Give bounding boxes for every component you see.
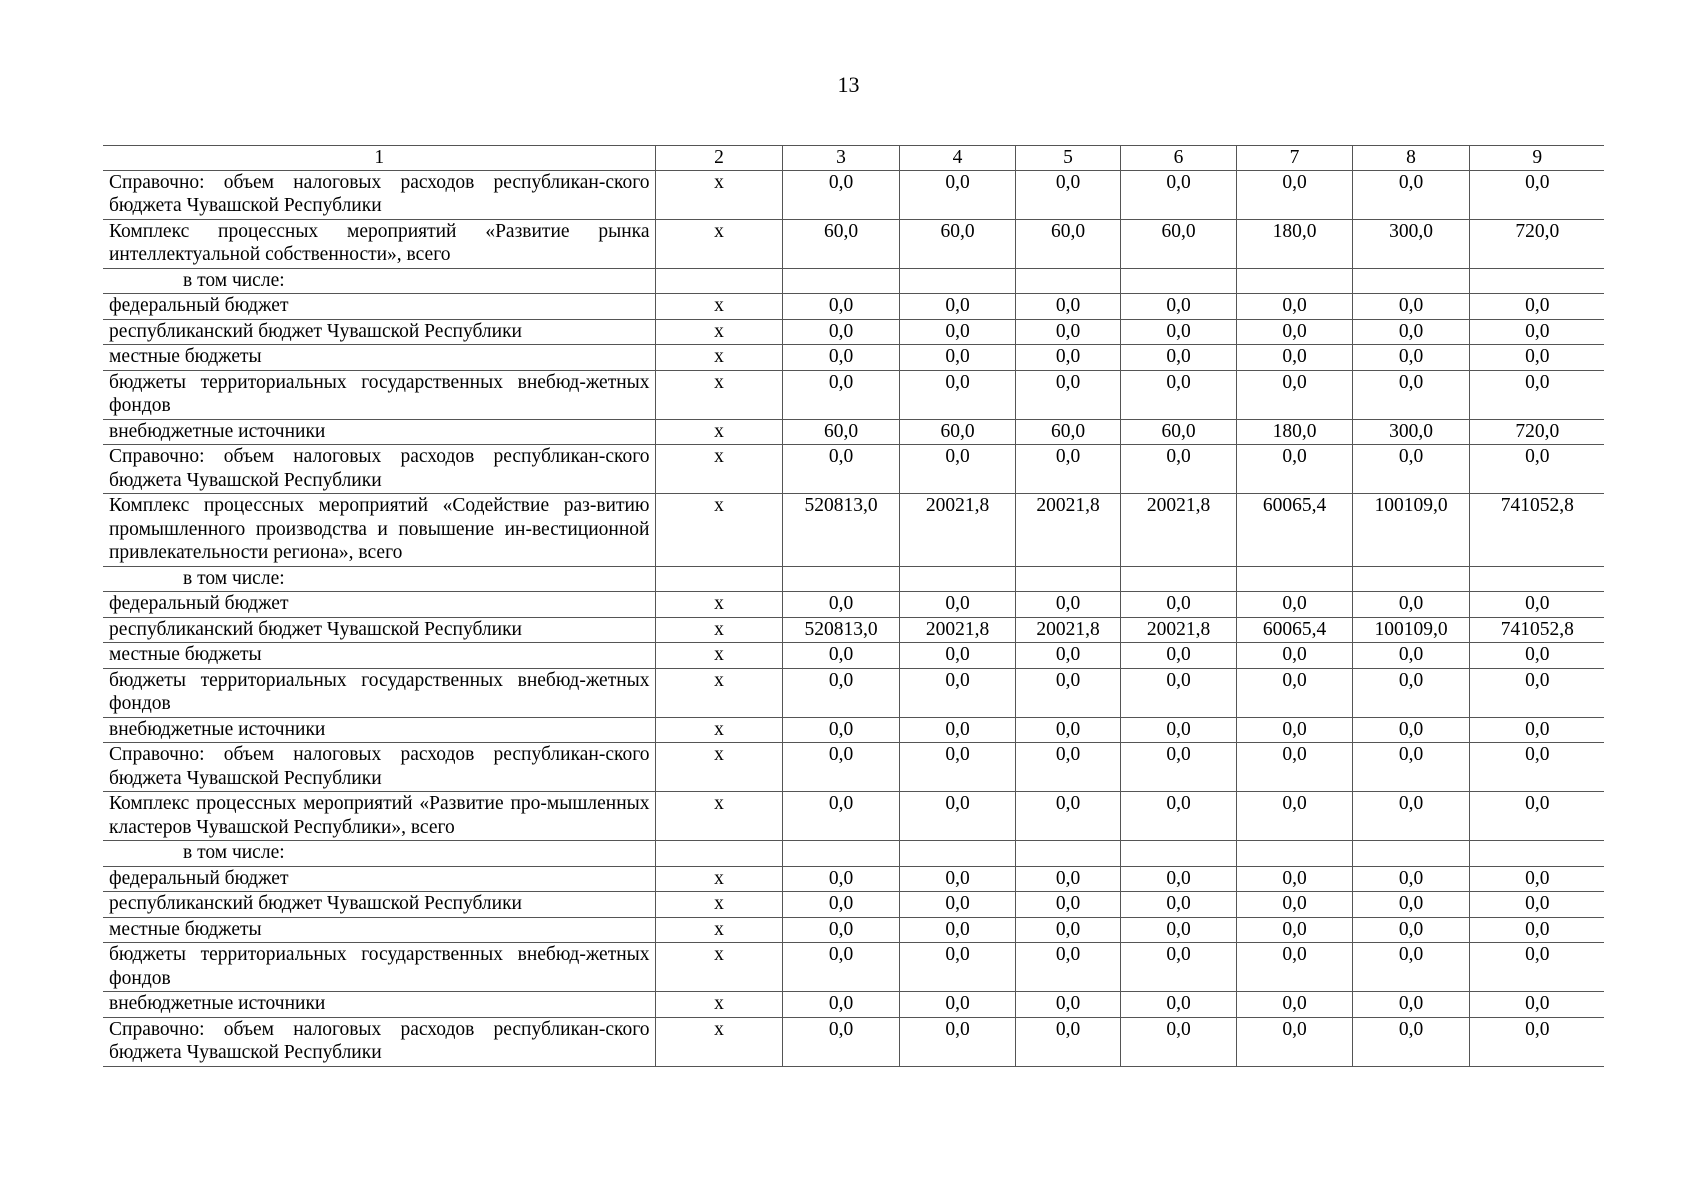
table-body <box>103 170 1604 1066</box>
value-cell: 0,0 <box>1469 294 1604 320</box>
row-mark: х <box>655 643 782 669</box>
value-cell: 180,0 <box>1236 219 1352 268</box>
value-cell: 0,0 <box>1352 866 1469 892</box>
row-label: внебюджетные источники <box>103 992 655 1018</box>
value-cell: 0,0 <box>1469 1017 1604 1066</box>
value-cell: 0,0 <box>1120 345 1236 371</box>
value-cell: 0,0 <box>1236 445 1352 494</box>
value-cell: 0,0 <box>1015 319 1120 345</box>
value-cell: 0,0 <box>782 294 899 320</box>
value-cell: 180,0 <box>1236 419 1352 445</box>
row-label: в том числе: <box>103 566 655 592</box>
value-cell: 0,0 <box>782 592 899 618</box>
value-cell <box>899 268 1015 294</box>
value-cell: 0,0 <box>782 170 899 219</box>
row-mark: х <box>655 370 782 419</box>
column-number-row <box>103 146 1604 171</box>
value-cell: 0,0 <box>1469 992 1604 1018</box>
value-cell <box>1236 841 1352 867</box>
value-cell: 0,0 <box>1236 294 1352 320</box>
value-cell <box>1015 841 1120 867</box>
value-cell: 0,0 <box>1236 319 1352 345</box>
value-cell: 0,0 <box>1120 1017 1236 1066</box>
value-cell: 0,0 <box>899 717 1015 743</box>
value-cell: 0,0 <box>782 743 899 792</box>
row-mark: х <box>655 294 782 320</box>
value-cell: 0,0 <box>1469 170 1604 219</box>
value-cell: 0,0 <box>1352 792 1469 841</box>
value-cell: 0,0 <box>1352 445 1469 494</box>
value-cell: 720,0 <box>1469 419 1604 445</box>
value-cell: 60,0 <box>1120 219 1236 268</box>
row-label: Справочно: объем налоговых расходов республикан-ского бюджета Чувашской Республики <box>103 170 655 219</box>
value-cell: 0,0 <box>1015 892 1120 918</box>
row-mark: х <box>655 717 782 743</box>
value-cell: 300,0 <box>1352 419 1469 445</box>
row-mark: х <box>655 866 782 892</box>
value-cell: 0,0 <box>1469 892 1604 918</box>
value-cell: 0,0 <box>1469 592 1604 618</box>
row-label: Комплекс процессных мероприятий «Содействие раз-витию промышленного производства и повышение ин-вестиционной привлекательности региона», всего <box>103 494 655 567</box>
value-cell: 20021,8 <box>1015 494 1120 567</box>
value-cell: 0,0 <box>899 992 1015 1018</box>
value-cell: 100109,0 <box>1352 494 1469 567</box>
value-cell: 0,0 <box>1469 866 1604 892</box>
table-row <box>103 170 1604 219</box>
value-cell: 0,0 <box>899 917 1015 943</box>
value-cell: 0,0 <box>899 792 1015 841</box>
value-cell: 0,0 <box>899 643 1015 669</box>
value-cell: 0,0 <box>1469 643 1604 669</box>
row-label: республиканский бюджет Чувашской Республики <box>103 892 655 918</box>
value-cell: 0,0 <box>899 1017 1015 1066</box>
value-cell: 0,0 <box>782 668 899 717</box>
value-cell: 0,0 <box>899 319 1015 345</box>
value-cell: 0,0 <box>1236 592 1352 618</box>
value-cell: 0,0 <box>782 319 899 345</box>
value-cell: 0,0 <box>782 792 899 841</box>
value-cell <box>1236 566 1352 592</box>
column-header-7: 7 <box>1236 146 1352 171</box>
value-cell: 0,0 <box>1236 170 1352 219</box>
value-cell: 0,0 <box>1469 917 1604 943</box>
value-cell: 0,0 <box>1015 792 1120 841</box>
value-cell: 60065,4 <box>1236 494 1352 567</box>
value-cell: 0,0 <box>1015 717 1120 743</box>
value-cell: 0,0 <box>782 370 899 419</box>
row-label: Справочно: объем налоговых расходов республикан-ского бюджета Чувашской Республики <box>103 743 655 792</box>
value-cell <box>782 841 899 867</box>
value-cell: 0,0 <box>1352 592 1469 618</box>
table-row <box>103 566 1604 592</box>
row-label: местные бюджеты <box>103 345 655 371</box>
value-cell: 0,0 <box>1236 717 1352 743</box>
value-cell: 0,0 <box>1015 370 1120 419</box>
value-cell: 0,0 <box>1352 992 1469 1018</box>
page-number: 13 <box>837 72 860 97</box>
row-mark: х <box>655 792 782 841</box>
value-cell: 0,0 <box>899 345 1015 371</box>
row-label: Справочно: объем налоговых расходов республикан-ского бюджета Чувашской Республики <box>103 1017 655 1066</box>
table-row <box>103 617 1604 643</box>
value-cell: 60065,4 <box>1236 617 1352 643</box>
value-cell: 0,0 <box>1352 892 1469 918</box>
value-cell <box>1015 268 1120 294</box>
table-row <box>103 743 1604 792</box>
row-label: местные бюджеты <box>103 917 655 943</box>
row-mark: х <box>655 1017 782 1066</box>
value-cell <box>1015 566 1120 592</box>
value-cell: 60,0 <box>782 419 899 445</box>
table-row <box>103 892 1604 918</box>
row-label: внебюджетные источники <box>103 717 655 743</box>
value-cell: 0,0 <box>1352 743 1469 792</box>
table-row <box>103 717 1604 743</box>
value-cell: 0,0 <box>782 866 899 892</box>
value-cell: 0,0 <box>899 294 1015 320</box>
value-cell: 60,0 <box>899 219 1015 268</box>
value-cell: 20021,8 <box>1120 617 1236 643</box>
value-cell: 0,0 <box>782 717 899 743</box>
row-label: в том числе: <box>103 841 655 867</box>
column-header-4: 4 <box>899 146 1015 171</box>
value-cell: 0,0 <box>1236 743 1352 792</box>
row-mark: х <box>655 219 782 268</box>
value-cell: 0,0 <box>1015 668 1120 717</box>
table-row <box>103 445 1604 494</box>
row-label: республиканский бюджет Чувашской Республики <box>103 617 655 643</box>
value-cell: 0,0 <box>1120 294 1236 320</box>
row-label: бюджеты территориальных государственных внебюд-жетных фондов <box>103 668 655 717</box>
value-cell: 20021,8 <box>899 494 1015 567</box>
value-cell: 60,0 <box>782 219 899 268</box>
column-header-3: 3 <box>782 146 899 171</box>
table-row <box>103 643 1604 669</box>
value-cell: 0,0 <box>1352 370 1469 419</box>
value-cell: 0,0 <box>782 1017 899 1066</box>
row-mark: х <box>655 917 782 943</box>
value-cell: 0,0 <box>1469 370 1604 419</box>
row-label: республиканский бюджет Чувашской Республики <box>103 319 655 345</box>
value-cell: 0,0 <box>1236 992 1352 1018</box>
row-mark: х <box>655 617 782 643</box>
table-row <box>103 419 1604 445</box>
row-mark <box>655 268 782 294</box>
value-cell: 0,0 <box>1120 743 1236 792</box>
table-row <box>103 370 1604 419</box>
value-cell: 0,0 <box>899 866 1015 892</box>
row-label: в том числе: <box>103 268 655 294</box>
row-mark: х <box>655 319 782 345</box>
value-cell: 0,0 <box>1469 345 1604 371</box>
value-cell: 0,0 <box>1236 943 1352 992</box>
row-mark <box>655 841 782 867</box>
value-cell: 0,0 <box>1469 445 1604 494</box>
value-cell: 0,0 <box>782 345 899 371</box>
value-cell: 0,0 <box>899 592 1015 618</box>
table-row <box>103 943 1604 992</box>
table-row <box>103 992 1604 1018</box>
value-cell: 0,0 <box>1236 866 1352 892</box>
table-row <box>103 917 1604 943</box>
value-cell: 0,0 <box>782 992 899 1018</box>
budget-table <box>103 145 1604 1067</box>
value-cell: 0,0 <box>1015 592 1120 618</box>
row-mark: х <box>655 992 782 1018</box>
row-label: Комплекс процессных мероприятий «Развитие рынка интеллектуальной собственности», всего <box>103 219 655 268</box>
value-cell: 0,0 <box>1015 1017 1120 1066</box>
value-cell: 0,0 <box>1120 643 1236 669</box>
table-row <box>103 841 1604 867</box>
row-mark: х <box>655 592 782 618</box>
value-cell: 0,0 <box>1015 866 1120 892</box>
column-header-5: 5 <box>1015 146 1120 171</box>
table-row <box>103 345 1604 371</box>
value-cell: 0,0 <box>1120 992 1236 1018</box>
value-cell: 741052,8 <box>1469 494 1604 567</box>
value-cell <box>899 841 1015 867</box>
value-cell <box>1469 268 1604 294</box>
value-cell: 0,0 <box>1469 319 1604 345</box>
row-mark: х <box>655 345 782 371</box>
value-cell: 0,0 <box>1015 345 1120 371</box>
value-cell: 0,0 <box>1120 170 1236 219</box>
value-cell: 60,0 <box>1015 219 1120 268</box>
value-cell: 0,0 <box>1015 294 1120 320</box>
value-cell: 300,0 <box>1352 219 1469 268</box>
value-cell: 0,0 <box>1236 892 1352 918</box>
value-cell: 0,0 <box>1120 592 1236 618</box>
value-cell: 0,0 <box>782 892 899 918</box>
row-label: федеральный бюджет <box>103 294 655 320</box>
value-cell: 0,0 <box>1469 792 1604 841</box>
row-label: бюджеты территориальных государственных внебюд-жетных фондов <box>103 943 655 992</box>
table-row <box>103 319 1604 345</box>
value-cell: 0,0 <box>1236 792 1352 841</box>
value-cell: 0,0 <box>1236 345 1352 371</box>
value-cell: 0,0 <box>1015 170 1120 219</box>
table-row <box>103 268 1604 294</box>
value-cell: 0,0 <box>1015 917 1120 943</box>
value-cell: 0,0 <box>1352 1017 1469 1066</box>
row-label: внебюджетные источники <box>103 419 655 445</box>
row-mark: х <box>655 170 782 219</box>
table-row <box>103 866 1604 892</box>
row-label: Комплекс процессных мероприятий «Развитие про-мышленных кластеров Чувашской Республики», всего <box>103 792 655 841</box>
value-cell: 0,0 <box>1352 717 1469 743</box>
value-cell: 0,0 <box>1236 1017 1352 1066</box>
value-cell: 0,0 <box>1352 319 1469 345</box>
value-cell: 0,0 <box>1469 717 1604 743</box>
value-cell: 0,0 <box>1236 370 1352 419</box>
value-cell: 0,0 <box>1120 370 1236 419</box>
value-cell <box>1469 841 1604 867</box>
value-cell <box>1352 268 1469 294</box>
value-cell: 0,0 <box>1120 943 1236 992</box>
table-row <box>103 792 1604 841</box>
value-cell: 0,0 <box>1015 992 1120 1018</box>
value-cell: 520813,0 <box>782 617 899 643</box>
value-cell: 20021,8 <box>1015 617 1120 643</box>
value-cell <box>899 566 1015 592</box>
value-cell <box>782 268 899 294</box>
table-row <box>103 668 1604 717</box>
row-mark: х <box>655 743 782 792</box>
table-header <box>103 146 1604 171</box>
value-cell: 0,0 <box>1352 294 1469 320</box>
value-cell: 20021,8 <box>1120 494 1236 567</box>
value-cell <box>782 566 899 592</box>
column-header-1: 1 <box>103 146 655 171</box>
value-cell: 0,0 <box>899 892 1015 918</box>
value-cell: 0,0 <box>899 170 1015 219</box>
row-mark: х <box>655 445 782 494</box>
value-cell: 0,0 <box>1120 892 1236 918</box>
value-cell: 0,0 <box>1352 917 1469 943</box>
value-cell: 0,0 <box>782 643 899 669</box>
row-label: местные бюджеты <box>103 643 655 669</box>
value-cell: 0,0 <box>1236 917 1352 943</box>
row-mark: х <box>655 419 782 445</box>
row-mark: х <box>655 892 782 918</box>
value-cell: 0,0 <box>1120 319 1236 345</box>
value-cell <box>1352 566 1469 592</box>
table-row <box>103 219 1604 268</box>
row-label: федеральный бюджет <box>103 592 655 618</box>
value-cell: 0,0 <box>782 943 899 992</box>
value-cell: 720,0 <box>1469 219 1604 268</box>
row-mark <box>655 566 782 592</box>
value-cell: 0,0 <box>1352 345 1469 371</box>
value-cell: 0,0 <box>1015 743 1120 792</box>
value-cell: 100109,0 <box>1352 617 1469 643</box>
value-cell: 0,0 <box>899 668 1015 717</box>
row-mark: х <box>655 494 782 567</box>
value-cell: 0,0 <box>1469 943 1604 992</box>
value-cell: 0,0 <box>899 445 1015 494</box>
value-cell: 0,0 <box>1120 668 1236 717</box>
row-mark: х <box>655 668 782 717</box>
value-cell <box>1469 566 1604 592</box>
value-cell: 0,0 <box>1120 917 1236 943</box>
value-cell: 0,0 <box>1352 643 1469 669</box>
value-cell: 520813,0 <box>782 494 899 567</box>
column-header-8: 8 <box>1352 146 1469 171</box>
row-label: бюджеты территориальных государственных внебюд-жетных фондов <box>103 370 655 419</box>
value-cell: 0,0 <box>1015 943 1120 992</box>
value-cell: 0,0 <box>1469 668 1604 717</box>
value-cell: 60,0 <box>1120 419 1236 445</box>
column-header-9: 9 <box>1469 146 1604 171</box>
value-cell: 0,0 <box>1469 743 1604 792</box>
value-cell: 0,0 <box>782 445 899 494</box>
value-cell: 60,0 <box>1015 419 1120 445</box>
table-row <box>103 1017 1604 1066</box>
value-cell: 0,0 <box>782 917 899 943</box>
value-cell: 0,0 <box>1236 668 1352 717</box>
table-row <box>103 294 1604 320</box>
value-cell: 0,0 <box>1352 170 1469 219</box>
value-cell: 0,0 <box>899 943 1015 992</box>
value-cell <box>1120 841 1236 867</box>
table-row <box>103 592 1604 618</box>
value-cell: 0,0 <box>1015 643 1120 669</box>
column-header-6: 6 <box>1120 146 1236 171</box>
value-cell <box>1236 268 1352 294</box>
value-cell <box>1352 841 1469 867</box>
table-row <box>103 494 1604 567</box>
value-cell: 741052,8 <box>1469 617 1604 643</box>
value-cell: 60,0 <box>899 419 1015 445</box>
row-label: Справочно: объем налоговых расходов республикан-ского бюджета Чувашской Республики <box>103 445 655 494</box>
value-cell: 0,0 <box>1236 643 1352 669</box>
value-cell <box>1120 268 1236 294</box>
column-header-2: 2 <box>655 146 782 171</box>
value-cell: 0,0 <box>1120 445 1236 494</box>
value-cell: 0,0 <box>1352 668 1469 717</box>
value-cell: 0,0 <box>1120 792 1236 841</box>
row-label: федеральный бюджет <box>103 866 655 892</box>
value-cell: 0,0 <box>1120 717 1236 743</box>
value-cell <box>1120 566 1236 592</box>
value-cell: 0,0 <box>1120 866 1236 892</box>
value-cell: 0,0 <box>1352 943 1469 992</box>
value-cell: 0,0 <box>899 370 1015 419</box>
value-cell: 0,0 <box>1015 445 1120 494</box>
value-cell: 0,0 <box>899 743 1015 792</box>
row-mark: х <box>655 943 782 992</box>
value-cell: 20021,8 <box>899 617 1015 643</box>
